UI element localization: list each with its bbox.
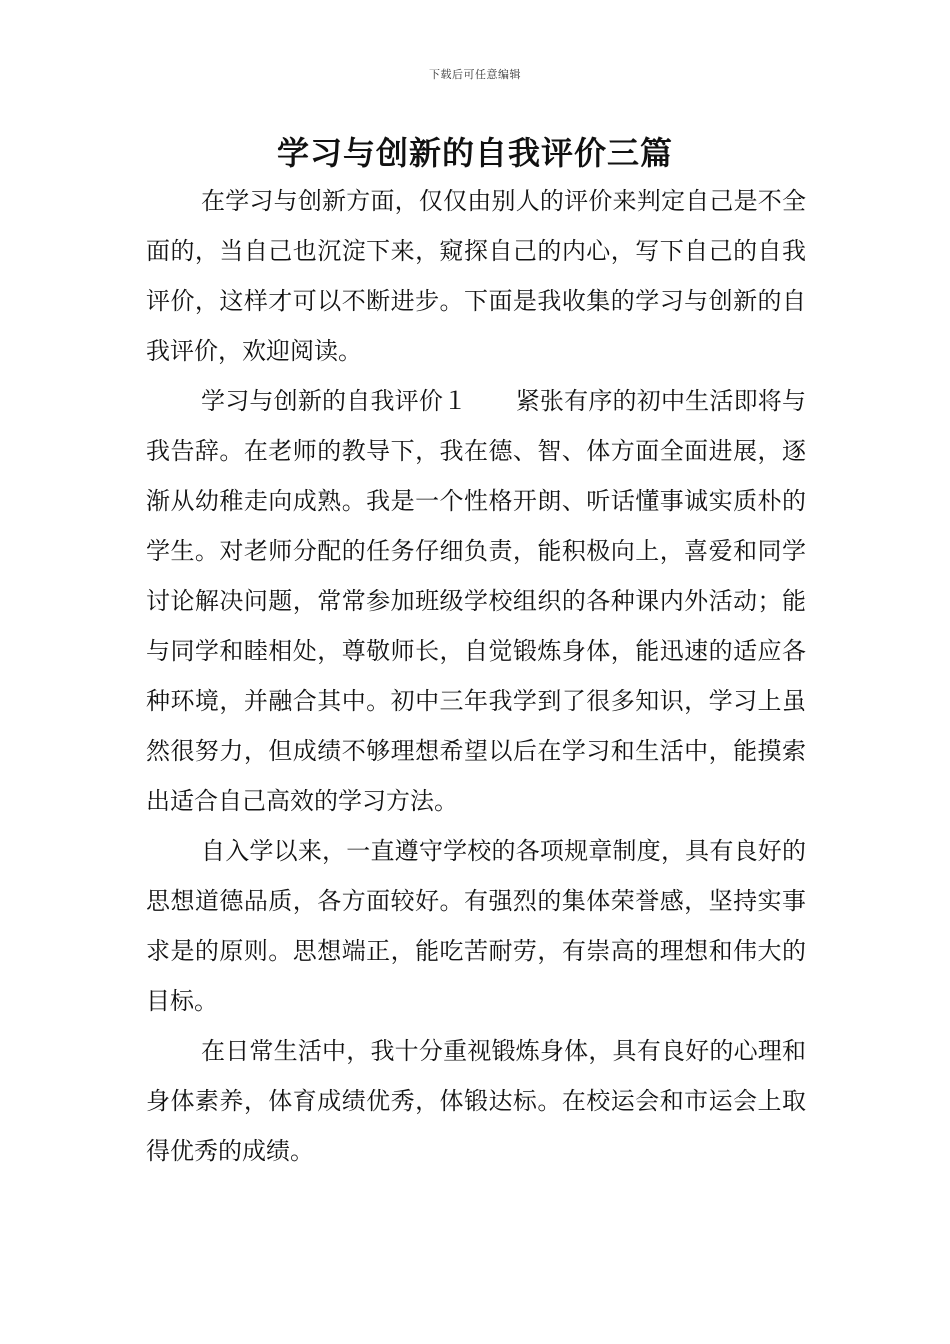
paragraph-intro: 在学习与创新方面，仅仅由别人的评价来判定自己是不全面的，当自己也沉淀下来，窥探自己的内心，写下自己的自我评价，这样才可以不断进步。下面是我收集的学习与创新的自我评价，欢迎阅读。 [146, 187, 806, 365]
paragraph-conduct: 自入学以来，一直遵守学校的各项规章制度，具有良好的思想道德品质，各方面较好。有强烈的集体荣誉感，坚持实事求是的原则。思想端正，能吃苦耐劳，有崇高的理想和伟大的目标。 [146, 837, 806, 1015]
document-title: 学习与创新的自我评价三篇 [276, 134, 673, 172]
document-body [146, 176, 806, 1176]
paragraph-section-1: 学习与创新的自我评价１ 紧张有序的初中生活即将与我告辞。在老师的教导下，我在德、智、体方面全面进展，逐渐从幼稚走向成熟。我是一个性格开朗、听话懂事诚实质朴的学生。对老师分配的任务仔细负责，能积极向上，喜爱和同学讨论解决问题，常常参加班级学校组织的各种课内外活动；能与同学和睦相处，尊敬师长，自觉锻炼身体，能迅速的适应各种环境，并融合其中。初中三年我学到了很多知识，学习上虽然很努力，但成绩不够理想希望以后在学习和生活中，能摸索出适合自己高效的学习方法。 [146, 387, 806, 815]
paragraph-daily-life: 在日常生活中，我十分重视锻炼身体，具有良好的心理和身体素养，体育成绩优秀，体锻达标。在校运会和市运会上取得优秀的成绩。 [146, 1037, 806, 1165]
header-note: 下载后可任意编辑 [429, 68, 521, 81]
